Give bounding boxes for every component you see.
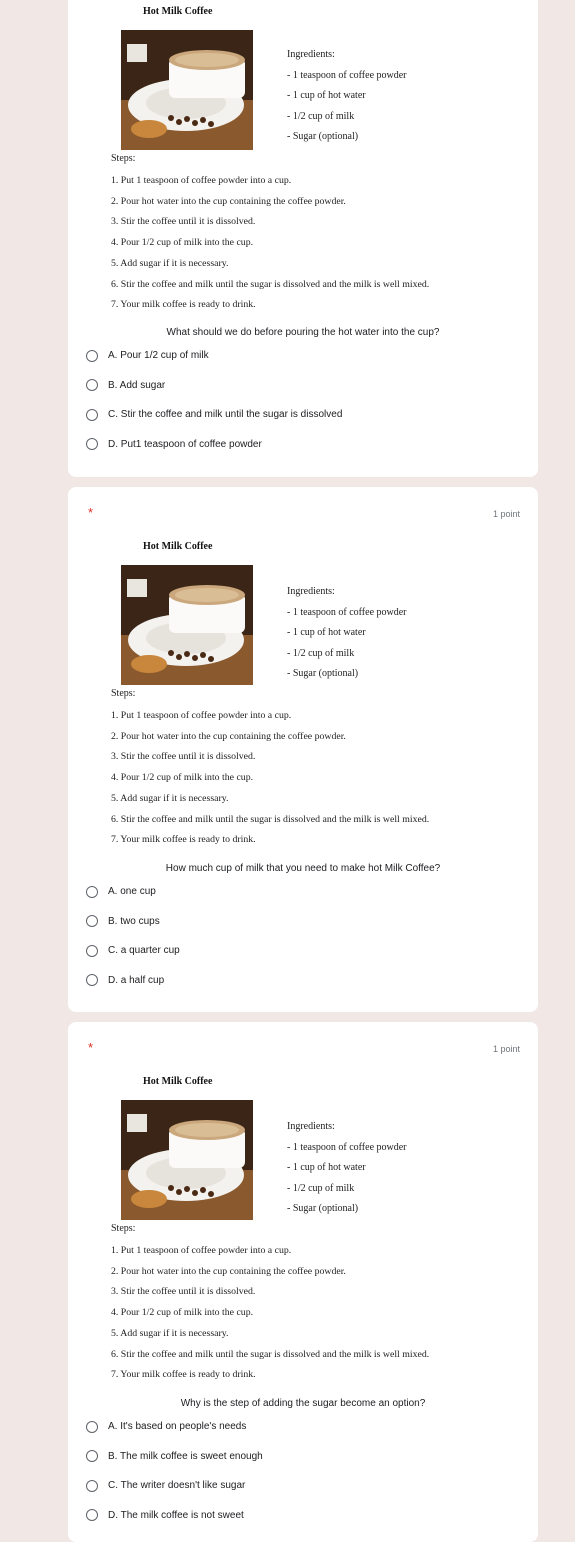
radio-button[interactable]: [86, 409, 98, 421]
option-label: A. one cup: [108, 886, 156, 898]
step-item: 6. Stir the coffee and milk until the sugar is dissolved and the milk is well mixed.: [111, 813, 430, 825]
options-list: [86, 1412, 263, 1530]
steps-label: Steps:: [111, 153, 136, 164]
radio-button[interactable]: [86, 945, 98, 957]
option-label: C. The writer doesn't like sugar: [108, 1480, 246, 1492]
recipe-title: Hot Milk Coffee: [143, 6, 213, 17]
steps-list: [111, 1241, 521, 1386]
ingredient-item: Ingredients:: [287, 49, 335, 60]
ingredients-list: [287, 1117, 407, 1220]
option-label: A. Pour 1/2 cup of milk: [108, 350, 209, 362]
radio-button[interactable]: [86, 1421, 98, 1433]
step-item: 2. Pour hot water into the cup containing the coffee powder.: [111, 1265, 346, 1277]
ingredient-item: - 1 cup of hot water: [287, 90, 366, 101]
ingredient-item: Ingredients:: [287, 586, 335, 597]
step-item: 3. Stir the coffee until it is dissolved.: [111, 1286, 256, 1298]
option-label: A. It's based on people's needs: [108, 1421, 247, 1433]
step-item: 4. Pour 1/2 cup of milk into the cup.: [111, 772, 254, 784]
coffee-photo: [121, 565, 253, 685]
ingredient-item: - 1 teaspoon of coffee powder: [287, 69, 407, 81]
radio-button[interactable]: [86, 350, 98, 362]
recipe-title: Hot Milk Coffee: [143, 1076, 213, 1087]
required-asterisk: *: [88, 1040, 94, 1055]
radio-button[interactable]: [86, 1509, 98, 1521]
step-item: 1. Put 1 teaspoon of coffee powder into a cup.: [111, 1245, 292, 1256]
steps-list: [111, 171, 521, 316]
ingredients-list: [287, 45, 407, 148]
step-item: 7. Your milk coffee is ready to drink.: [111, 299, 256, 311]
step-item: 4. Pour 1/2 cup of milk into the cup.: [111, 1307, 254, 1319]
option-label: B. The milk coffee is sweet enough: [108, 1450, 263, 1462]
ingredient-item: - Sugar (optional): [287, 131, 359, 142]
step-item: 5. Add sugar if it is necessary.: [111, 1327, 229, 1339]
ingredient-item: - Sugar (optional): [287, 668, 359, 679]
radio-button[interactable]: [86, 974, 98, 986]
option-d[interactable]: [86, 430, 342, 460]
radio-button[interactable]: [86, 438, 98, 450]
option-label: C. a quarter cup: [108, 945, 180, 957]
option-a[interactable]: [86, 877, 180, 907]
radio-button[interactable]: [86, 915, 98, 927]
option-d[interactable]: [86, 1501, 263, 1531]
step-item: 5. Add sugar if it is necessary.: [111, 257, 229, 269]
question-card-2: [68, 487, 538, 1012]
steps-list: [111, 706, 521, 851]
step-item: 6. Stir the coffee and milk until the sugar is dissolved and the milk is well mixed.: [111, 278, 430, 290]
option-d[interactable]: [86, 966, 180, 996]
option-b[interactable]: [86, 907, 180, 937]
step-item: 1. Put 1 teaspoon of coffee powder into a cup.: [111, 175, 292, 186]
step-item: 2. Pour hot water into the cup containing the coffee powder.: [111, 195, 346, 207]
question-card-3: [68, 1022, 538, 1542]
ingredient-item: - Sugar (optional): [287, 1203, 359, 1214]
step-item: 6. Stir the coffee and milk until the sugar is dissolved and the milk is well mixed.: [111, 1348, 430, 1360]
option-b[interactable]: [86, 1442, 263, 1472]
step-item: 7. Your milk coffee is ready to drink.: [111, 1369, 256, 1381]
step-item: 3. Stir the coffee until it is dissolved.: [111, 751, 256, 763]
option-label: B. two cups: [108, 915, 160, 927]
radio-button[interactable]: [86, 1480, 98, 1492]
question-text: What should we do before pouring the hot water into the cup?: [166, 327, 440, 338]
ingredient-item: - 1/2 cup of milk: [287, 1182, 355, 1194]
option-label: D. The milk coffee is not sweet: [108, 1509, 244, 1521]
question-text: Why is the step of adding the sugar become an option?: [180, 1398, 426, 1409]
option-label: C. Stir the coffee and milk until the sugar is dissolved: [108, 409, 343, 421]
ingredient-item: - 1 teaspoon of coffee powder: [287, 1141, 407, 1153]
options-list: [86, 341, 342, 459]
ingredient-item: - 1 cup of hot water: [287, 627, 366, 638]
steps-label: Steps:: [111, 688, 136, 699]
radio-button[interactable]: [86, 886, 98, 898]
step-item: 3. Stir the coffee until it is dissolved.: [111, 216, 256, 228]
points-label: 1 point: [492, 509, 520, 519]
recipe-title: Hot Milk Coffee: [143, 541, 213, 552]
question-text: How much cup of milk that you need to make hot Milk Coffee?: [165, 863, 441, 874]
option-c[interactable]: [86, 936, 180, 966]
ingredient-item: - 1 teaspoon of coffee powder: [287, 606, 407, 618]
steps-label: Steps:: [111, 1223, 136, 1234]
option-label: B. Add sugar: [108, 379, 166, 391]
option-label: D. a half cup: [108, 974, 165, 986]
option-a[interactable]: [86, 1412, 263, 1442]
radio-button[interactable]: [86, 1450, 98, 1462]
points-label: 1 point: [492, 1044, 520, 1054]
option-a[interactable]: [86, 341, 342, 371]
ingredients-list: [287, 582, 407, 685]
option-label: D. Put1 teaspoon of coffee powder: [108, 438, 262, 450]
ingredient-item: - 1 cup of hot water: [287, 1162, 366, 1173]
step-item: 7. Your milk coffee is ready to drink.: [111, 834, 256, 846]
option-c[interactable]: [86, 400, 342, 430]
step-item: 2. Pour hot water into the cup containing the coffee powder.: [111, 730, 346, 742]
step-item: 1. Put 1 teaspoon of coffee powder into a cup.: [111, 710, 292, 721]
ingredient-item: Ingredients:: [287, 1121, 335, 1132]
radio-button[interactable]: [86, 379, 98, 391]
options-list: [86, 877, 180, 995]
required-asterisk: *: [88, 505, 94, 520]
coffee-photo: [121, 30, 253, 150]
step-item: 4. Pour 1/2 cup of milk into the cup.: [111, 237, 254, 249]
coffee-photo: [121, 1100, 253, 1220]
step-item: 5. Add sugar if it is necessary.: [111, 792, 229, 804]
option-c[interactable]: [86, 1471, 263, 1501]
ingredient-item: - 1/2 cup of milk: [287, 110, 355, 122]
ingredient-item: - 1/2 cup of milk: [287, 647, 355, 659]
question-card-1: [68, 0, 538, 477]
option-b[interactable]: [86, 371, 342, 401]
